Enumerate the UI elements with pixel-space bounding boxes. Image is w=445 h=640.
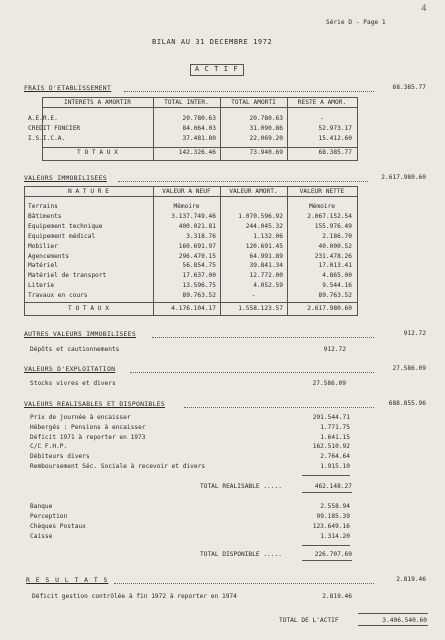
immob-totals-value: 2.617.980.60 — [307, 305, 352, 312]
immob-totals-value: 4.176.104.17 — [171, 305, 216, 312]
frais-row-value: - — [320, 115, 324, 122]
series-label: Série D - Page 1 — [326, 19, 386, 26]
realisable-item-label: Prix de journée à encaisser — [30, 414, 131, 421]
realisable-item-label: Hébergés : Pensions à encaisser — [30, 423, 146, 431]
immob-col-header: VALEUR AMORT. — [229, 188, 278, 195]
realisable-item-label: Remboursement Séc. Sociale à recevoir et divers — [30, 463, 206, 470]
frais-row-value: 20.780.63 — [182, 115, 216, 122]
exploitation-heading: VALEURS D'EXPLOITATION — [24, 365, 116, 373]
disponible-item-label: Chèques Postaux — [30, 523, 86, 530]
resultats-item-value: 2.819.46 — [322, 593, 352, 600]
immob-row-value: 155.976.49 — [314, 222, 352, 230]
disponible-item-value: 123.649.16 — [312, 523, 350, 530]
total-realisable-label: TOTAL REALISABLE ..... — [200, 483, 282, 490]
frais-total-rule — [42, 147, 357, 148]
immob-row-value: 3.137.749.46 — [171, 212, 216, 220]
disponible-item-value: 99.185.39 — [316, 513, 350, 520]
immob-row-label: Agencements — [28, 252, 69, 260]
total-realisable-value: 462.148.27 — [314, 483, 352, 490]
immob-row-value: 1.070.596.92 — [238, 212, 283, 220]
immob-total-rule — [24, 302, 357, 303]
immob-row-value: 231.478.26 — [314, 252, 352, 260]
immob-row-value: 89.763.52 — [182, 292, 216, 300]
immob-row-label: Equipement médical — [28, 232, 96, 240]
immob-row-value: 1.132.06 — [253, 232, 283, 240]
realisables-total: 688.855.96 — [388, 400, 426, 407]
realisable-item-label: Débiteurs divers — [30, 453, 90, 461]
total-actif-label: TOTAL DE L'ACTIF — [279, 617, 339, 624]
page-title: BILAN AU 31 DECEMBRE 1972 — [152, 38, 273, 46]
frais-totals-label: T O T A U X — [77, 149, 118, 156]
total-actif-underline — [358, 625, 428, 626]
total-actif-value: 3.406.540.60 — [382, 617, 427, 624]
immob-col-header: VALEUR A NEUF — [162, 188, 211, 195]
immob-row-value: 4.865.00 — [322, 272, 352, 280]
frais-header-rule — [42, 107, 357, 108]
disponible-item-label: Perception — [30, 513, 68, 520]
autres-item-value: 912.72 — [323, 346, 346, 353]
exploitation-item-label: Stocks vivres et divers — [30, 380, 116, 387]
frais-col-header: TOTAL AMORTI — [231, 99, 276, 106]
immob-row-label: Terrains — [28, 203, 58, 210]
immob-row-value: 9.544.16 — [322, 282, 352, 290]
disponible-sum-rule — [302, 545, 350, 546]
frais-row-value: 15.412.60 — [318, 135, 352, 142]
immob-row-value: 17.013.41 — [318, 262, 352, 270]
immob-row-value: - — [251, 292, 256, 300]
immob-col-header: N A T U R E — [68, 188, 109, 195]
resultats-leader-dots — [114, 583, 374, 584]
exploitation-total: 27.586.09 — [392, 365, 426, 372]
immob-row-value: 40.000.52 — [318, 242, 352, 250]
immob-row-value: Mémoire — [308, 203, 336, 210]
immob-row-label: Matériel — [28, 262, 58, 270]
frais-totals-value: 142.326.46 — [178, 149, 216, 156]
pencil-page-mark: 4 — [421, 4, 427, 14]
immob-row-value: 244.045.32 — [245, 222, 283, 230]
frais-row-value: 31.090.86 — [249, 125, 283, 132]
immob-row-value: 160.691.97 — [178, 242, 216, 250]
frais-totals-value: 68.385.77 — [318, 149, 352, 156]
immob-row-value: 89.763.52 — [318, 292, 352, 300]
frais-col-header: INTERETS A AMORTIR — [63, 99, 132, 106]
total-disponible-value: 226.707.69 — [314, 551, 352, 558]
immob-row-value: 64.991.89 — [249, 252, 283, 260]
frais-heading: FRAIS D'ETABLISSEMENT — [24, 84, 112, 92]
immob-row-value: 296.470.15 — [178, 252, 216, 260]
immob-row-value: 56.854.75 — [182, 262, 216, 270]
frais-row-value: 22.069.20 — [249, 135, 283, 142]
frais-col-header: TOTAL INTER. — [164, 99, 209, 106]
immob-row-value: 4.052.59 — [253, 282, 283, 290]
frais-col-header: RESTE A AMOR. — [297, 99, 347, 106]
disponible-item-label: Caisse — [30, 533, 53, 540]
immob-row-value: 17.637.00 — [182, 272, 216, 280]
total-realisable-underline — [302, 492, 352, 493]
immob-row-label: Matériel de transport — [28, 272, 107, 280]
disponible-item-value: 1.314.20 — [320, 533, 350, 540]
immob-row-value: 13.596.75 — [182, 282, 216, 290]
frais-row-value: 20.780.63 — [249, 115, 283, 122]
frais-row-label: A.E.R.E. — [28, 115, 58, 122]
immob-row-value: 120.691.45 — [245, 242, 283, 250]
immob-leader-dots — [118, 181, 368, 182]
frais-row-value: 52.973.17 — [318, 125, 352, 132]
frais-row-label: CREDIT FONCIER — [28, 125, 81, 132]
total-disponible-underline — [302, 560, 352, 561]
immob-row-label: Travaux en cours — [28, 292, 88, 300]
total-disponible-label: TOTAL DISPONIBLE ..... — [200, 551, 282, 558]
resultats-heading: R E S U L T A T S — [26, 576, 109, 584]
exploitation-leader-dots — [130, 372, 374, 373]
realisable-item-label: C/C F.H.P. — [30, 443, 68, 451]
immob-row-label: Literie — [28, 282, 55, 290]
frais-row-value: 84.064.03 — [182, 125, 216, 132]
total-actif-top-rule — [358, 613, 428, 614]
immob-row-value: 3.318.76 — [186, 232, 216, 240]
frais-row-value: 37.481.80 — [182, 135, 216, 142]
autres-heading: AUTRES VALEURS IMMOBILISEES — [24, 330, 136, 338]
disponible-item-label: Banque — [30, 503, 53, 510]
immob-row-value: 2.067.152.54 — [307, 212, 352, 220]
frais-leader-dots — [124, 91, 374, 92]
immob-col-header: VALEUR NETTE — [299, 188, 345, 195]
immob-totals-value: 1.558.123.57 — [238, 305, 283, 312]
realisables-heading: VALEURS REALISABLES ET DISPONIBLES — [24, 400, 166, 408]
autres-item-label: Dépôts et cautionnements — [30, 346, 120, 353]
immob-row-label: Bâtiments — [28, 212, 62, 220]
realisable-item-value: 291.544.71 — [312, 414, 350, 421]
realisable-item-value: 1.915.10 — [320, 463, 350, 470]
immob-row-label: Equipement technique — [28, 222, 103, 230]
realisable-item-value: 1.771.75 — [320, 423, 350, 431]
resultats-total: 2.819.46 — [396, 576, 426, 583]
disponible-item-value: 2.558.94 — [320, 503, 350, 510]
immob-total: 2.617.980.60 — [381, 174, 426, 181]
immob-row-value: 39.841.34 — [249, 262, 283, 270]
frais-totals-value: 73.940.69 — [249, 149, 283, 156]
frais-row-label: I.S.I.C.A. — [28, 135, 66, 142]
resultats-item-label: Déficit gestion contrôlée à fin 1972 à reporter en 1974 — [32, 593, 237, 600]
immob-heading: VALEURS IMMOBILISEES — [24, 174, 107, 182]
frais-total: 68.385.77 — [392, 84, 426, 91]
immob-row-value: Mémoire — [173, 203, 200, 210]
immob-totals-label: T O T A U X — [68, 305, 109, 312]
actif-title: A C T I F — [194, 65, 239, 73]
exploitation-item-value: 27.586.09 — [312, 380, 346, 387]
realisable-item-value: 162.510.92 — [312, 443, 350, 451]
immob-header-rule — [24, 196, 357, 197]
realisable-item-label: Déficit 1971 à reporter en 1973 — [30, 433, 146, 441]
autres-total: 912.72 — [403, 330, 426, 337]
immob-row-value: 2.186.70 — [322, 232, 352, 240]
immob-row-value: 400.021.81 — [178, 222, 216, 230]
realisable-item-value: 2.764.64 — [320, 453, 350, 461]
realisable-sum-rule — [302, 475, 350, 476]
realisable-item-value: 1.641.15 — [320, 433, 350, 441]
immob-row-value: 12.772.00 — [249, 272, 283, 280]
immob-row-label: Mobilier — [28, 242, 58, 250]
